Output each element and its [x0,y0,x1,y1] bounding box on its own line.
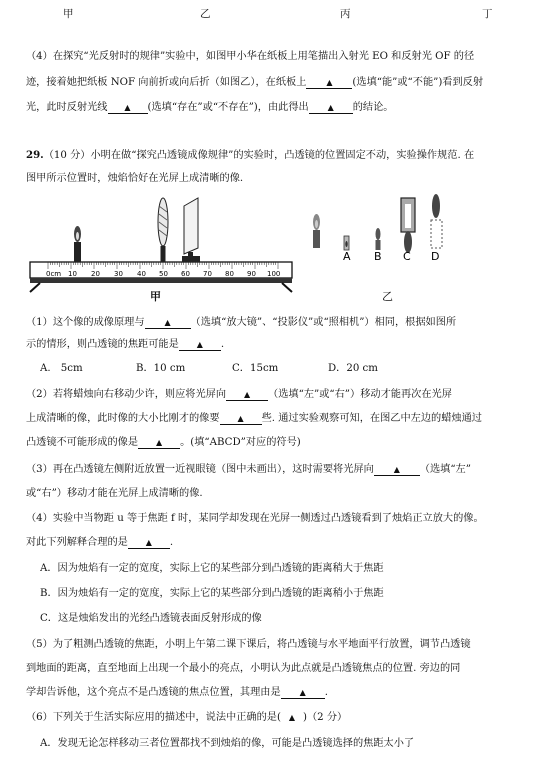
option-c[interactable]: C．15cm [232,363,279,374]
q29-sub3-line2: 或“右”）移动才能在光屏上成清晰的像. [26,488,203,499]
ruler-tick-label: 100 [267,270,281,278]
q28-4-line3 [26,101,531,115]
text: 的结论。 [352,102,394,113]
q29-sub4-line2 [26,536,531,550]
text: 迹，接着她把纸板 NOF 向前折或向后折（如图乙），在纸板上 [26,77,307,88]
ruler-tick-label: 70 [203,270,212,278]
blank-mark: ▲ [327,103,334,112]
q29-sub2-line1 [26,388,531,402]
question-number: 29. [26,149,44,161]
q29-sub4-option-c[interactable]: C．这是烛焰发出的光经凸透镜表面反射形成的像 [40,613,262,624]
text: （选填“左” [419,464,471,475]
light-screen-icon [182,198,200,262]
q29-sub5-line2: 到地面的距离，直至地面上出现一个最小的亮点，小明认为此点就是凸透镜焦点的位置. 旁边的同 [26,663,461,674]
text: （选填“放大镜”、“投影仪”或“照相机”）相同，根据如图所 [190,317,457,328]
answer-blank[interactable] [281,711,303,725]
text: （3）再在凸透镜左侧附近放置一近视眼镜（图中未画出），这时需要将光屏向 [26,464,374,475]
text: 凸透镜不可能形成的像是 [26,437,139,448]
option-a[interactable]: A. 5cm [40,363,83,374]
q28-4-line1: （4）在探究“光反射时的规律”实验中，如图甲小华在纸板上用笔描出入射光 EO 和反射光 OF 的径 [26,51,475,62]
text: 对此下列解释合理的是 [26,537,128,548]
answer-blank[interactable] [145,317,191,329]
ruler-tick-label: 50 [159,270,168,278]
ruler-tick-label: 80 [225,270,234,278]
ruler-tick-label: 60 [181,270,190,278]
image-option-label: D [431,250,440,263]
text: （选填“左”或“右”）移动才能再次在光屏 [268,389,452,400]
answer-blank[interactable] [309,102,353,114]
answer-blank[interactable] [226,389,268,401]
q29-sub1-line1 [26,316,531,330]
q29-sub2-line2 [26,412,531,426]
optical-bench-figure [26,192,516,308]
ruler-tick-label: 30 [114,270,123,278]
answer-blank[interactable] [128,537,170,549]
option-b[interactable]: B．10 cm [136,363,186,374]
blank-mark: ▲ [243,390,251,399]
text: . [220,339,225,350]
image-a-icon [344,236,349,250]
text: (选填“存在”或“不存在”)，由此得出 [147,102,309,113]
blank-mark: ▲ [299,688,306,697]
text: 。(填“ABCD”对应的符号) [180,437,301,448]
text: )（2 分） [302,712,348,723]
q29-figures [26,192,516,308]
source-candle-icon [313,214,320,248]
bench-base [30,278,292,283]
q29-sub3-line1 [26,463,531,477]
text: 些. 通过实验观察可知，在图乙中左边的蜡烛通过 [261,413,482,424]
blank-mark: ▲ [196,340,203,349]
candle-icon [74,226,81,262]
image-option-label: C [403,250,411,263]
q29-sub6-option-a[interactable]: A．发现无论怎样移动三者位置都找不到烛焰的像，可能是凸透镜选择的焦距太小了 [40,738,415,749]
image-c-icon [401,198,415,253]
text: (选填“能”或“不能”)看到反射 [352,77,484,88]
figure-label-ding: 丁 [482,8,493,20]
ruler-tick-label: 20 [91,270,100,278]
q29-sub6-line1 [26,711,531,725]
text: 光，此时反射光线 [26,102,108,113]
q29-sub1-line2 [26,338,531,352]
ruler-tick-label: 40 [137,270,146,278]
blank-mark: ▲ [124,103,131,112]
image-option-label: A [343,250,351,263]
figure-label-jia: 甲 [63,8,74,20]
ruler-unit-label: 0cm [46,270,62,278]
answer-blank[interactable] [138,437,180,449]
text: （2）若将蜡烛向右移动少许，则应将光屏向 [26,389,227,400]
image-d-icon [431,194,442,248]
image-b-icon [376,228,381,250]
q29-sub2-line3 [26,436,531,450]
image-option-label: B [374,250,382,263]
option-d[interactable]: D．20 cm [328,363,378,374]
text: . [169,537,174,548]
bench-leg-right [282,283,292,292]
previous-figure-labels [0,6,548,22]
figure-label-yi: 乙 [200,8,211,20]
blank-mark: ▲ [326,78,333,87]
text: 示的情形，则凸透镜的焦距可能是 [26,339,179,350]
figure-a-label: 甲 [150,290,161,303]
blank-mark: ▲ [164,318,171,327]
ruler-tick-label: 10 [68,270,77,278]
blank-mark: ▲ [145,538,152,547]
q29-sub4-line1: （4）实验中当物距 u 等于焦距 f 时，某同学却发现在光屏一侧透过凸透镜看到了烛焰正立放大的像。 [26,513,484,524]
convex-lens-icon [158,198,168,262]
answer-blank[interactable] [220,413,262,425]
answer-blank[interactable] [281,687,325,699]
blank-mark: ▲ [237,414,244,423]
q29-sub5-line1: （5）为了粗测凸透镜的焦距，小明上午第二课下课后，将凸透镜与水平地面平行放置，调节凸透镜 [26,639,471,650]
blank-mark: ▲ [393,465,400,474]
figure-b-label: 乙 [382,290,393,303]
answer-blank[interactable] [108,102,148,114]
q29-sub1-options [40,362,545,376]
q29-sub4-option-b[interactable]: B．因为烛焰有一定的宽度，实际上它的某些部分到凸透镜的距离稍小于焦距 [40,588,384,599]
q28-4-line2 [26,76,531,90]
ruler-tick-label: 90 [247,270,256,278]
figure-label-bing: 丙 [340,8,351,20]
text: 上成清晰的像，此时像的大小比刚才的像要 [26,413,220,424]
answer-blank[interactable] [306,77,352,89]
q29-intro-line2: 图甲所示位置时，烛焰恰好在光屏上成清晰的像. [26,173,244,184]
q29-intro-line1 [26,148,531,163]
bench-leg-left [30,283,40,292]
blank-mark: ▲ [155,438,163,447]
answer-blank[interactable] [179,339,221,351]
q29-sub4-option-a[interactable]: A．因为烛焰有一定的宽度，实际上它的某些部分到凸透镜的距离稍大于焦距 [40,563,384,574]
text: （10 分）小明在做“探究凸透镜成像规律”的实验时，凸透镜的位置固定不动，实验操作规范. 在 [43,150,475,161]
text: . [324,687,328,698]
text: （6）下列关于生活实际应用的描述中，说法中正确的是( [26,712,281,723]
text: （1）这个像的成像原理与 [26,317,145,328]
q29-sub5-line3 [26,686,531,700]
blank-mark: ▲ [288,713,296,722]
text: 学却告诉他，这个亮点不是凸透镜的焦点位置，其理由是 [26,687,281,698]
answer-blank[interactable] [374,464,420,476]
